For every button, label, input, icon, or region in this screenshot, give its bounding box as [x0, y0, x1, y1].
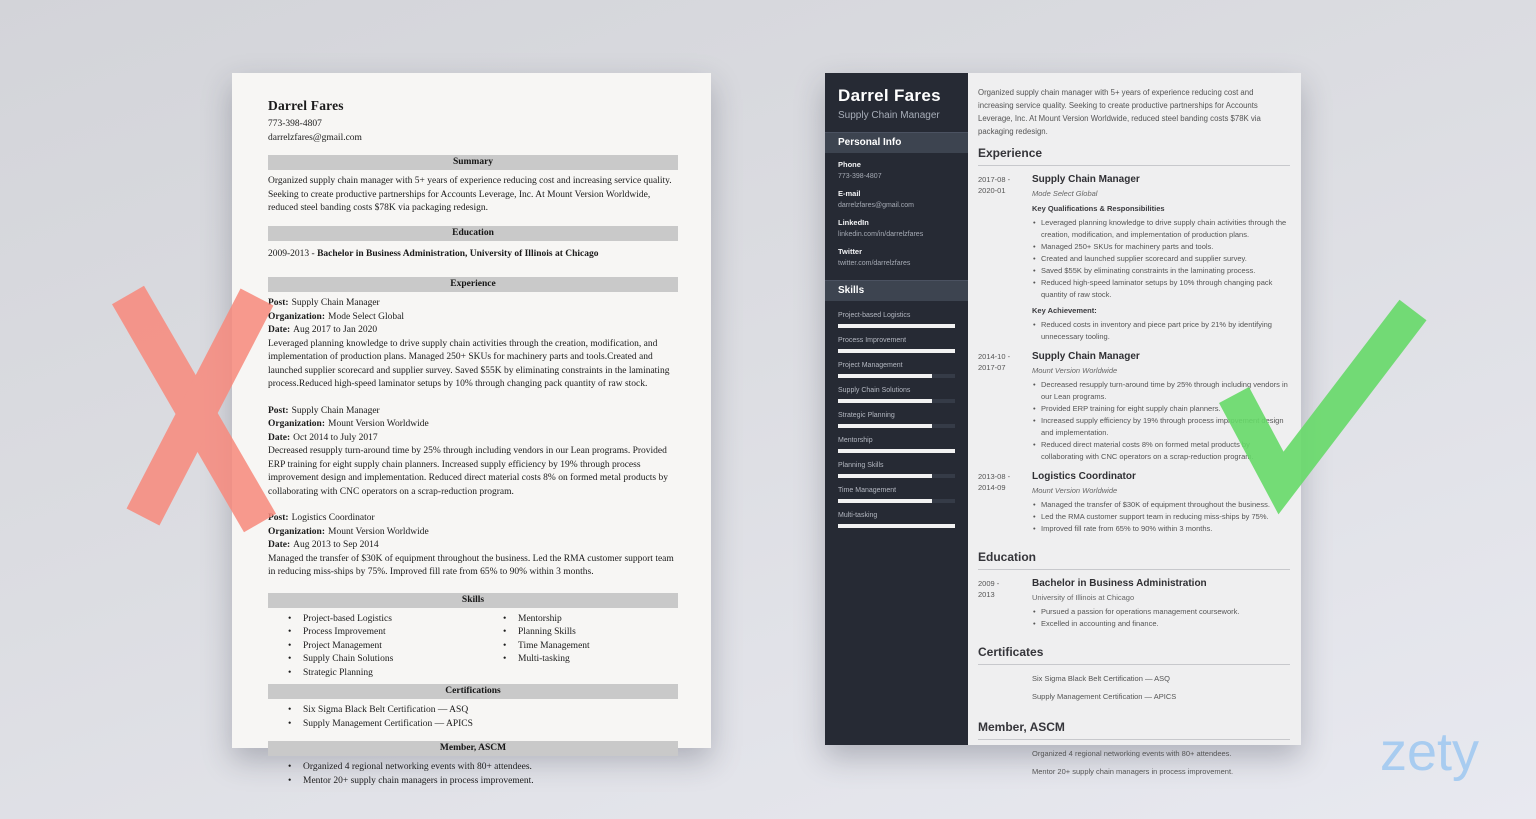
- list-item: • Time Management: [503, 640, 590, 654]
- bad-education-degree: Bachelor in Business Administration, University of Illinois at Chicago: [317, 248, 599, 259]
- list-item: • Reduced high-speed laminator setups by 10% through changing pack quantity of raw stock.: [1032, 277, 1290, 301]
- job-title: Supply Chain Manager: [1032, 174, 1140, 185]
- list-item: • Created and launched supplier scorecard and supplier survey.: [1032, 253, 1290, 265]
- good-resume-job-title: Supply Chain Manager: [838, 110, 940, 121]
- job-title: Logistics Coordinator: [1032, 471, 1136, 482]
- accept-check-icon: [1222, 295, 1422, 495]
- list-item: • Improved fill rate from 65% to 90% within 3 months.: [1032, 523, 1290, 535]
- job-title: Supply Chain Manager: [1032, 351, 1140, 362]
- good-resume-sidebar: [825, 73, 968, 745]
- bad-job-entry: [268, 297, 678, 392]
- list-item: • Managed 250+ SKUs for machinery parts and tools.: [1032, 241, 1290, 253]
- bad-member-list: [268, 761, 678, 788]
- bad-education-heading: Education: [268, 226, 678, 241]
- job-bullets: [1032, 499, 1290, 535]
- bad-resume-contact: [268, 118, 678, 145]
- list-item: • Mentorship: [503, 613, 590, 627]
- sidebar-skills-heading: Skills: [825, 280, 968, 301]
- bad-certifications-heading: Certifications: [268, 684, 678, 699]
- skill-bar-item: Project-based Logistics: [825, 303, 968, 328]
- skill-bar-item: Multi-tasking: [825, 503, 968, 528]
- bad-job-date: Date: Oct 2014 to July 2017: [268, 432, 378, 443]
- sidebar-skills-list: [825, 301, 968, 528]
- skill-bar-item: Project Management: [825, 353, 968, 378]
- list-item: • Planning Skills: [503, 626, 590, 640]
- bad-job-description: Leveraged planning knowledge to drive supply chain activities through the creation, modification, and implementation of production plans. Managed 250+ SKUs for machinery parts and tools.Created and launched supplier scorecard and supplier survey. Saved $55K by eliminating constraints in the laminating process.Reduced high-speed laminator setups by 10% through changing pack quantity of raw stock.: [268, 338, 670, 389]
- list-item: • Led the RMA customer support team in reducing miss-ships by 75%.: [1032, 511, 1290, 523]
- list-item: • Decreased resupply turn-around time by 25% through including vendors in our Lean programs.: [1032, 379, 1290, 403]
- good-resume-name: Darrel Fares: [838, 86, 941, 105]
- job-dates: 2014-10 - 2017-07: [978, 352, 1011, 372]
- list-item: • Supply Management Certification — APICS: [288, 718, 678, 732]
- good-certificates-heading: Certificates: [978, 639, 1290, 665]
- skill-bar: [838, 524, 955, 528]
- good-education-heading: Education: [978, 544, 1290, 570]
- contact-field-email: E-mail darrelzfares@gmail.com: [838, 189, 914, 209]
- bad-summary-heading: Summary: [268, 155, 678, 170]
- job-company: Mode Select Global: [1032, 189, 1098, 198]
- list-item: • Supply Chain Solutions: [288, 653, 503, 667]
- member-line: Organized 4 regional networking events with 80+ attendees.: [1032, 749, 1232, 758]
- job-achievement-label: Key Achievement:: [1032, 306, 1097, 315]
- bad-job-post: Post: Supply Chain Manager: [268, 405, 380, 416]
- skill-bar-item: Time Management: [825, 478, 968, 503]
- skill-bar-item: Supply Chain Solutions: [825, 378, 968, 403]
- list-item: • Excelled in accounting and finance.: [1032, 618, 1290, 630]
- bad-job-organization: Organization: Mount Version Worldwide: [268, 419, 429, 429]
- good-education-entry: [978, 570, 1290, 630]
- list-item: • Pursued a passion for operations management coursework.: [1032, 606, 1290, 618]
- list-item: • Strategic Planning: [288, 667, 503, 681]
- bad-certifications-list: [268, 704, 678, 731]
- list-item: • Leveraged planning knowledge to drive supply chain activities through the creation, modification, and implementation of production plans.: [1032, 217, 1290, 241]
- bad-skills-list: [268, 613, 678, 681]
- skill-bar-item: Process Improvement: [825, 328, 968, 353]
- bad-education-years: 2009-2013 -: [268, 248, 318, 259]
- certificate-line: Supply Management Certification — APICS: [1032, 692, 1177, 701]
- contact-field-phone: Phone 773-398-4807: [838, 160, 882, 180]
- bad-education-line: [268, 248, 678, 262]
- list-item: • Provided ERP training for eight supply chain planners.: [1032, 403, 1290, 415]
- list-item: • Increased supply efficiency by 19% through process improvement design and implementation.: [1032, 415, 1290, 439]
- bad-job-organization: Organization: Mode Select Global: [268, 311, 404, 322]
- bad-job-description: Decreased resupply turn-around time by 25% through including vendors in our Lean programs. Provided ERP training for eight supply chain planners. Increased supply efficiency by 19% through process improvement design and implementation. Reduced direct material costs 8% on formed metal products by collaborating with CNC operators on a scrap-reduction program.: [268, 446, 668, 497]
- reject-x-icon: [118, 283, 273, 533]
- skill-bar-item: Strategic Planning: [825, 403, 968, 428]
- bad-resume-content: [232, 73, 711, 788]
- bad-summary-text: Organized supply chain manager with 5+ years of experience reducing cost and increasing service quality. Seeking to create productive partnerships for Accounts Leverage, Inc. At Mount Version Worldwide, reduced steel banding costs $78K via packaging redesign.: [268, 176, 672, 213]
- list-item: • Project-based Logistics: [288, 613, 503, 627]
- job-dates: 2017-08 - 2020-01: [978, 175, 1011, 195]
- list-item: • Reduced costs in inventory and piece part price by 21% by identifying unnecessary tooling.: [1032, 319, 1290, 343]
- bad-job-post: Post: Supply Chain Manager: [268, 298, 380, 308]
- certificate-line: Six Sigma Black Belt Certification — ASQ: [1032, 674, 1170, 683]
- member-line: Mentor 20+ supply chain managers in process improvement.: [1032, 767, 1234, 776]
- list-item: • Managed the transfer of $30K of equipment throughout the business.: [1032, 499, 1290, 511]
- list-item: • Saved $55K by eliminating constraints in the laminating process.: [1032, 265, 1290, 277]
- education-school: University of Illinois at Chicago: [1032, 593, 1135, 602]
- skill-bar-item: Mentorship: [825, 428, 968, 453]
- bad-job-organization: Organization: Mount Version Worldwide: [268, 526, 429, 537]
- bad-job-post: Post: Logistics Coordinator: [268, 513, 375, 523]
- bad-resume-email: darrelzfares@gmail.com: [268, 132, 362, 143]
- good-member-heading: Member, ASCM: [978, 714, 1290, 740]
- list-item: • Six Sigma Black Belt Certification — ASQ: [288, 704, 678, 718]
- job-company: Mount Version Worldwide: [1032, 366, 1118, 375]
- bad-job-entry: [268, 405, 678, 500]
- education-degree: Bachelor in Business Administration: [1032, 578, 1207, 589]
- bad-job-entry: [268, 512, 678, 580]
- contact-field-linkedin: LinkedIn linkedin.com/in/darrelzfares: [838, 218, 924, 238]
- bad-skills-column-2: [503, 613, 590, 681]
- bad-resume-page: [232, 73, 711, 786]
- job-bullets: [1032, 217, 1290, 301]
- bad-member-heading: Member, ASCM: [268, 741, 678, 756]
- zety-logo: zety: [1380, 722, 1480, 782]
- list-item: • Mentor 20+ supply chain managers in process improvement.: [288, 775, 678, 789]
- list-item: • Project Management: [288, 640, 503, 654]
- bad-resume-phone: 773-398-4807: [268, 119, 322, 129]
- bad-skills-heading: Skills: [268, 593, 678, 608]
- education-bullets: [1032, 606, 1290, 630]
- job-subheading: Key Qualifications & Responsibilities: [1032, 204, 1165, 213]
- list-item: • Reduced direct material costs 8% on formed metal products by collaborating with CNC operators on a scrap-reduction program.: [1032, 439, 1290, 463]
- education-dates: 2009 - 2013: [978, 579, 1000, 599]
- bad-job-date: Date: Aug 2013 to Sep 2014: [268, 540, 379, 550]
- bad-resume-name: Darrel Fares: [268, 98, 344, 113]
- bad-job-description: Managed the transfer of $30K of equipment throughout the business. Led the RMA customer support team in reducing miss-ships by 75%. Improved fill rate from 65% to 90% within 3 months.: [268, 553, 674, 577]
- job-dates: 2013-08 - 2014-09: [978, 472, 1011, 492]
- bad-experience-heading: Experience: [268, 277, 678, 292]
- personal-info-heading: Personal Info: [825, 132, 968, 153]
- bad-job-date: Date: Aug 2017 to Jan 2020: [268, 325, 378, 335]
- skill-bar-item: Planning Skills: [825, 453, 968, 478]
- good-summary-text: Organized supply chain manager with 5+ years of experience reducing cost and increasing service quality. Seeking to create productive partnerships for Accounts Leverage, Inc. At Mount Version Worldwide, reduced steel banding costs $78K via packaging redesign.: [978, 88, 1261, 136]
- list-item: • Multi-tasking: [503, 653, 590, 667]
- list-item: • Organized 4 regional networking events with 80+ attendees.: [288, 761, 678, 775]
- bad-skills-column-1: [288, 613, 503, 681]
- job-company: Mount Version Worldwide: [1032, 486, 1118, 495]
- contact-field-twitter: Twitter twitter.com/darrelzfares: [838, 247, 911, 267]
- good-experience-heading: Experience: [978, 140, 1290, 166]
- list-item: • Process Improvement: [288, 626, 503, 640]
